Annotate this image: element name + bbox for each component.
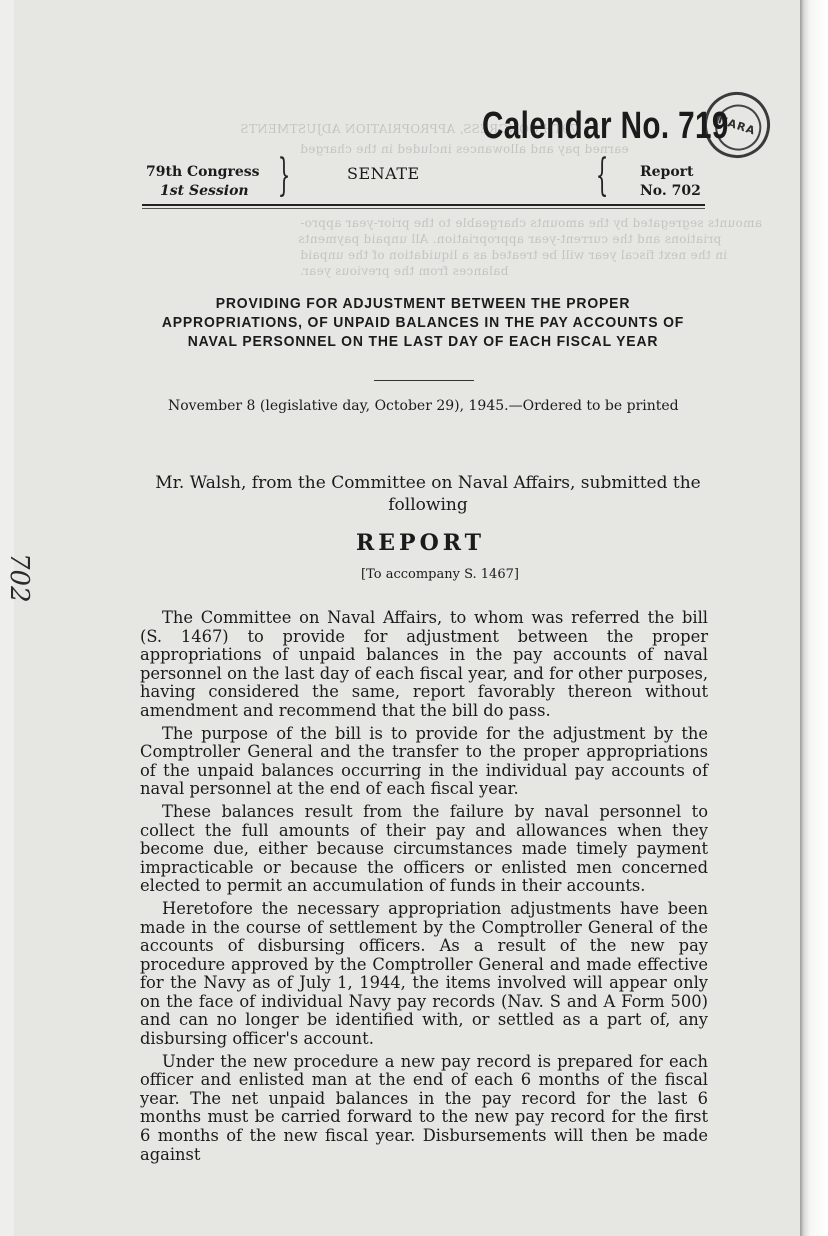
header-rule: [142, 204, 705, 206]
header-rule-thin: [142, 208, 705, 209]
body-paragraph: Under the new procedure a new pay record is prepared for each officer and enlisted man at the end of each 6 months of the fiscal year. The net unpaid balances in the pay record for the last 6 months must be carried forward to the new pay record for the first 6 months of the new fiscal year. Disbursements will then be made against: [140, 1051, 708, 1164]
congress-session-block: [146, 163, 260, 201]
accompany-note: [To accompany S. 1467]: [361, 567, 519, 582]
page-edge: [800, 0, 828, 1236]
title-rule: [374, 380, 474, 381]
body-paragraph: The Committee on Naval Affairs, to whom was referred the bill (S. 1467) to provide for adjustment between the proper appropriations of unpaid balances in the pay accounts of naval personnel on the last day of each fiscal year, and for other purposes, having considered the same, report favorably thereon without amendment and recommend that the bill do pass.: [140, 608, 708, 720]
left-brace: }: [277, 150, 291, 201]
body-paragraph: The purpose of the bill is to provide for the adjustment by the Comptroller General and the transfer to the proper appropriations of the unpaid balances occurring in the individual pay accounts of naval personnel at the end of each fiscal year.: [140, 723, 708, 799]
right-brace: {: [595, 150, 609, 201]
bleed-through-line: earned pay and allowances included in the charged: [300, 142, 629, 156]
seal-text: NARA: [716, 112, 758, 138]
report-heading: REPORT: [356, 530, 486, 556]
report-number-block: [640, 163, 701, 201]
report-number: No. 702: [640, 183, 701, 199]
body-paragraph: These balances result from the failure by naval personnel to collect the full amounts of their pay and allowances when they become due, either because circumstances made timely payment impracticable or because the officers or enlisted men concerned elected to permit an accumulation of funds in their accounts.: [140, 801, 708, 896]
report-label: Report: [640, 164, 694, 180]
bleed-through-line: 79TH CONGRESS, APPROPRIATION ADJUSTMENTS: [240, 122, 578, 136]
handwritten-margin-note: 702: [4, 553, 34, 603]
report-body: [140, 609, 708, 1168]
bleed-through-line: in the next fiscal year will be treated as a liquidation of the unpaid: [300, 248, 728, 262]
chamber-label: SENATE: [347, 164, 420, 183]
congress-label: 79th Congress: [146, 164, 260, 180]
ordered-printed-line: November 8 (legislative day, October 29), 1945.—Ordered to be printed: [168, 398, 679, 414]
bleed-through-line: balances from the previous year.: [300, 264, 509, 278]
bleed-through-line: amounts segregated by the amounts chargeable to the prior-year appro-: [300, 216, 762, 230]
calendar-number: Calendar No. 719: [482, 105, 729, 147]
bleed-through-line: priations and the current-year appropriation. All unpaid payments: [298, 232, 722, 246]
session-label: 1st Session: [160, 183, 249, 199]
submitted-by: Mr. Walsh, from the Committee on Naval Affairs, submitted the following: [155, 473, 701, 515]
body-paragraph: Heretofore the necessary appropriation adjustments have been made in the course of settlement by the Comptroller General of the accounts of disbursing officers. As a result of the new pay procedure approved by the Comptroller General and made effective for the Navy as of July 1, 1944, the items involved will appear only on the face of individual Navy pay records (Nav. S and A Form 500) and can no longer be identified with, or settled as a part of, any disbursing officer's account.: [140, 898, 708, 1049]
report-title: PROVIDING FOR ADJUSTMENT BETWEEN THE PROPER APPROPRIATIONS, OF UNPAID BALANCES IN THE PAY ACCOUNTS OF NAVAL PERSONNEL ON THE LAST DAY OF EACH FISCAL YEAR: [161, 295, 685, 350]
